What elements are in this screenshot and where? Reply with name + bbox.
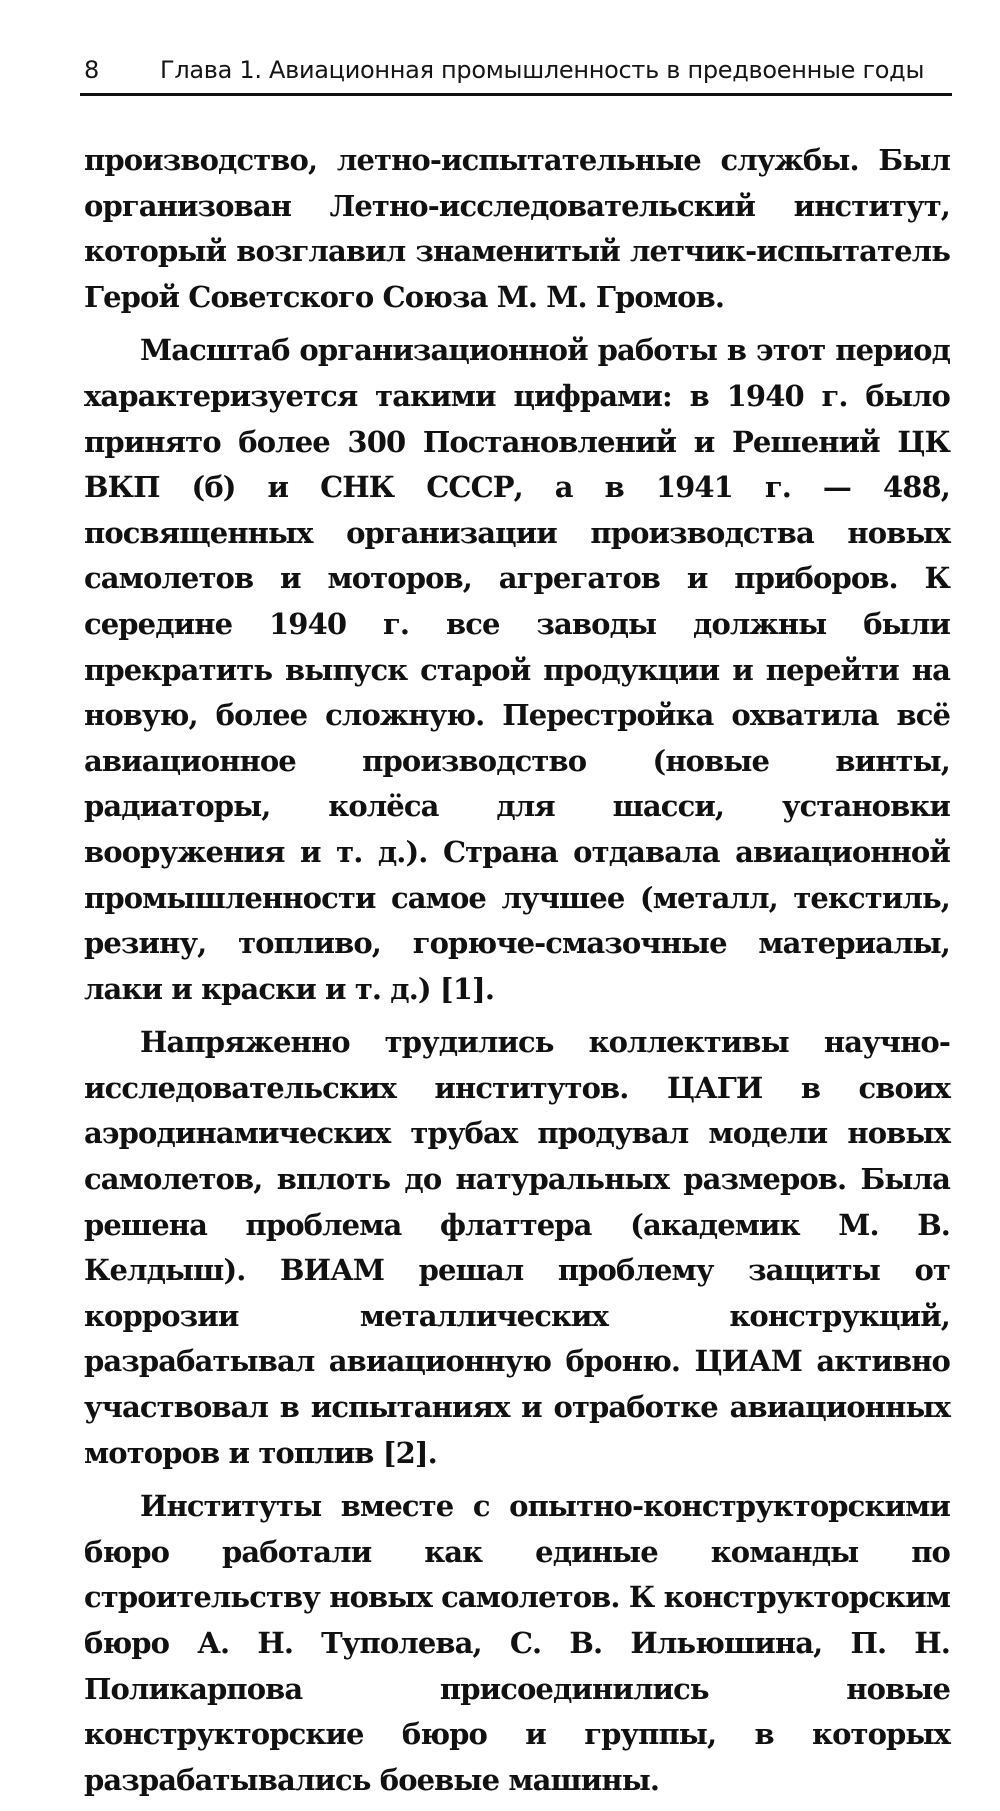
paragraph: Масштаб организационной работы в этот период характеризуется такими цифрами: в 1940 г. было принято более 300 Постановлений и Решений ЦК ВКП (б) и СНК СССР, а в 1941 г. — 488, посвященных организации производства новых самолетов и моторов, агрегатов и приборов. К середине 1940 г. все заводы должны были прекратить выпуск старой продукции и перейти на новую, более сложную. Перестройка охватила всё авиационное производство (новые винты, радиаторы, колёса для шасси, установки вооружения и т. д.). Страна отдавала авиационной промышленности самое лучшее (металл, текстиль, резину, топливо, горюче-смазочные материалы, лаки и краски и т. д.) [1]. [84,333,950,1006]
paragraph: Институты вместе с опытно-конструкторскими бюро работали как единые команды по строительству новых самолетов. К конструкторским бюро А. Н. Туполева, С. В. Ильюшина, П. Н. Поликарпова присоединились новые конструкторские бюро и группы, в которых разрабатывались боевые машины. [84,1489,950,1797]
header-rule [80,93,952,96]
body-text [84,138,950,1811]
paragraph: Напряженно трудились коллективы научно-исследовательских институтов. ЦАГИ в своих аэродинамических трубах продувал модели новых самолетов, вплоть до натуральных размеров. Была решена проблема флаттера (академик М. В. Келдыш). ВИАМ решал проблему защиты от коррозии металлических конструкций, разрабатывал авиационную броню. ЦИАМ активно участвовал в испытаниях и отработке авиационных моторов и топлив [2]. [84,1025,950,1470]
page-number: 8 [84,56,100,84]
paragraph-continuation: производство, летно-испытательные службы. Был организован Летно-исследовательский институт, который возглавил знаменитый летчик-испытатель Герой Советского Союза М. М. Громов. [84,143,950,314]
chapter-title: Глава 1. Авиационная промышленность в предвоенные годы [160,56,925,84]
running-head [80,50,952,90]
